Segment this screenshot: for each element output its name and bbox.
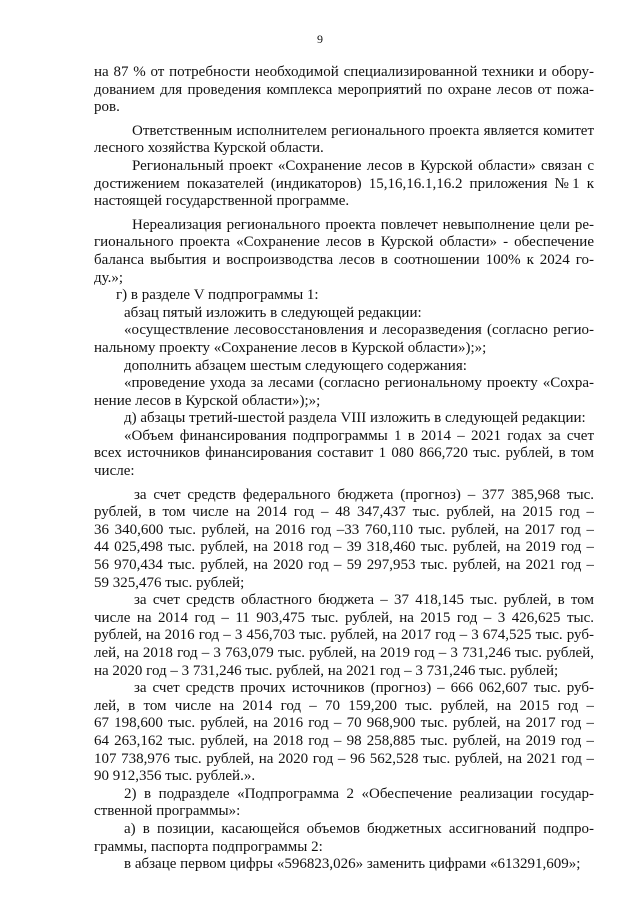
text-line: 36 340,600 тыс. рублей, на 2016 год –33 760,110 тыс. рублей, на 2017 год –: [94, 521, 594, 538]
text-line: рублей, на 2016 год – 3 456,703 тыс. рублей, на 2017 год – 3 674,525 тыс. руб-: [94, 627, 594, 644]
text-line: на 2020 год – 3 731,246 тыс. рублей, на 2021 год – 3 731,246 тыс. рублей;: [94, 662, 559, 679]
text-line: Нереализация регионального проекта повлечет невыполнение цели ре-: [132, 216, 594, 233]
text-line: ственной программы»:: [94, 803, 241, 820]
text-line: 107 738,976 тыс. рублей, на 2020 год – 96 562,528 тыс. рублей, на 2021 год –: [94, 750, 594, 767]
text-line: абзац пятый изложить в следующей редакции:: [124, 304, 422, 321]
text-line: 90 912,356 тыс. рублей.».: [94, 768, 256, 785]
text-line: «осуществление лесовосстановления и лесоразведения (согласно регио-: [124, 322, 594, 339]
text-line: рублей, в том числе на 2014 год – 48 347,437 тыс. рублей, на 2015 год –: [94, 504, 594, 521]
text-line: дованием для проведения комплекса мероприятий по охране лесов от пожа-: [94, 81, 594, 98]
text-line: Региональный проект «Сохранение лесов в Курской области» связан с: [132, 157, 594, 174]
text-line: 2) в подразделе «Подпрограмма 2 «Обеспечение реализации государ-: [124, 785, 594, 802]
text-line: лей, в том числе на 2014 год – 70 159,200 тыс. рублей, на 2015 год –: [94, 697, 594, 714]
page-number: 9: [317, 32, 323, 46]
text-line: баланса выбытия и воспроизводства лесов в соотношении 100% к 2024 го-: [94, 251, 594, 268]
text-line: числе на 2014 год – 11 903,475 тыс. рублей, на 2015 год – 3 426,625 тыс.: [94, 609, 594, 626]
text-line: 44 025,498 тыс. рублей, на 2018 год – 39 318,460 тыс. рублей, на 2019 год –: [94, 539, 594, 556]
text-line: Ответственным исполнителем регионального проекта является комитет: [132, 122, 594, 139]
text-line: 67 198,600 тыс. рублей, на 2016 год – 70 968,900 тыс. рублей, на 2017 год –: [94, 715, 594, 732]
text-line: ду.»;: [94, 269, 124, 286]
text-line: достижением показателей (индикаторов) 15,16,16.1,16.2 приложения №1 к: [94, 175, 594, 192]
text-line: «Объем финансирования подпрограммы 1 в 2014 – 2021 годах за счет: [124, 427, 594, 444]
text-line: 64 263,162 тыс. рублей, на 2018 год – 98 258,885 тыс. рублей, на 2019 год –: [94, 732, 594, 749]
text-line: за счет средств прочих источников (прогноз) – 666 062,607 тыс. руб-: [134, 680, 594, 697]
text-line: «проведение ухода за лесами (согласно региональному проекту «Сохра-: [124, 375, 594, 392]
text-line: настоящей государственной программе.: [94, 193, 350, 210]
text-line: всех источников финансирования составит 1 080 866,720 тыс. рублей, в том: [94, 445, 594, 462]
text-line: ров.: [94, 99, 120, 116]
text-line: граммы, паспорта подпрограммы 2:: [94, 838, 323, 855]
text-line: 56 970,434 тыс. рублей, на 2020 год – 59 297,953 тыс. рублей, на 2021 год –: [94, 557, 594, 574]
text-line: лесного хозяйства Курской области.: [94, 140, 324, 157]
text-line: лей, на 2018 год – 3 763,079 тыс. рублей, на 2019 год – 3 731,246 тыс. рублей,: [94, 645, 594, 661]
text-line: за счет средств федерального бюджета (прогноз) – 377 385,968 тыс.: [134, 486, 594, 503]
text-line: за счет средств областного бюджета – 37 418,145 тыс. рублей, в том: [134, 592, 594, 609]
text-line: г) в разделе V подпрограммы 1:: [116, 287, 319, 304]
text-line: гионального проекта «Сохранение лесов в Курской области» - обеспечение: [94, 234, 594, 251]
text-line: числе:: [94, 463, 135, 480]
text-line: а) в позиции, касающейся объемов бюджетных ассигнований подпро-: [124, 820, 594, 837]
text-line: д) абзацы третий-шестой раздела VIII изложить в следующей редакции:: [124, 410, 586, 427]
document-body: [94, 64, 594, 874]
text-line: на 87 % от потребности необходимой специализированной техники и обору-: [94, 64, 594, 80]
text-line: в абзаце первом цифры «596823,026» заменить цифрами «613291,609»;: [124, 856, 581, 873]
text-line: нение лесов в Курской области»);»;: [94, 392, 321, 409]
text-line: нальному проекту «Сохранение лесов в Курской области»);»;: [94, 339, 487, 356]
text-line: 59 325,476 тыс. рублей;: [94, 574, 245, 591]
text-line: дополнить абзацем шестым следующего содержания:: [124, 357, 467, 374]
